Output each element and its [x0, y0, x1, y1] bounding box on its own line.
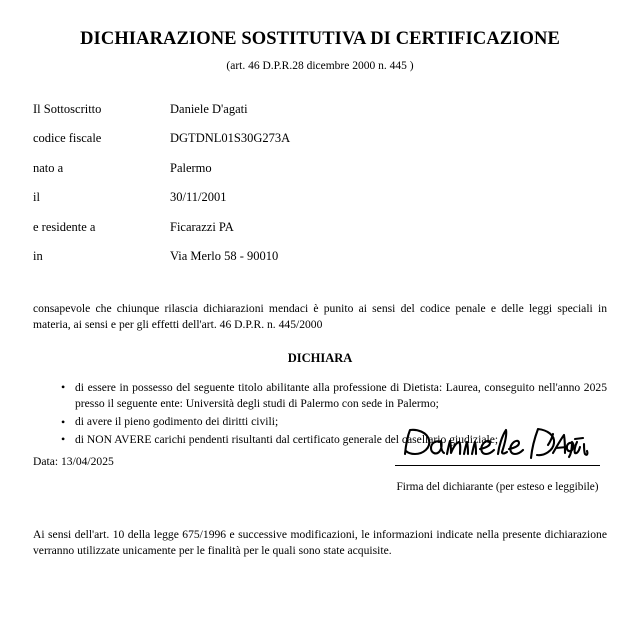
field-row-residente: [33, 220, 607, 250]
field-label-indirizzo: in: [33, 249, 43, 264]
field-value-indirizzo: Via Merlo 58 - 90010: [170, 249, 279, 264]
field-row-nato-a: [33, 161, 607, 191]
field-label-sottoscritto: Il Sottoscritto: [33, 101, 102, 116]
list-item: • di avere il pieno godimento dei diritti civili;: [61, 414, 607, 431]
field-value-data-nascita: 30/11/2001: [170, 190, 227, 205]
signature-rule: [395, 465, 600, 466]
field-row-sottoscritto: [33, 102, 607, 132]
signature-block: [395, 424, 600, 493]
handwritten-signature-icon: [401, 424, 591, 464]
field-value-sottoscritto: Daniele D'agati: [170, 101, 248, 116]
field-label-codice-fiscale: codice fiscale: [33, 131, 102, 146]
declaration-heading: DICHIARA: [287, 350, 353, 365]
signature-caption: Firma del dichiarante (per esteso e leggibile): [396, 481, 599, 493]
field-value-residente: Ficarazzi PA: [170, 219, 234, 234]
field-value-codice-fiscale: DGTDNL01S30G273A: [170, 131, 291, 146]
field-label-residente: e residente a: [33, 219, 96, 234]
declarant-fields: [33, 102, 607, 279]
page-title: DICHIARAZIONE SOSTITUTIVA DI CERTIFICAZIONE: [80, 29, 560, 49]
list-item: • di NON AVERE carichi pendenti risultanti dal certificato generale del casellario giudiziale;: [61, 432, 607, 449]
date-line: Data: 13/04/2025: [33, 455, 114, 468]
list-item: • di essere in possesso del seguente titolo abilitante alla professione di Dietista: Laurea, conseguito nell'anno 2025 presso il seguente ente: Università degli studi di Palermo con sede in Palermo;: [61, 380, 607, 413]
field-row-data-nascita: [33, 190, 607, 220]
field-label-data-nascita: il: [33, 190, 40, 205]
field-row-codice-fiscale: [33, 131, 607, 161]
field-row-indirizzo: [33, 249, 607, 279]
awareness-paragraph: consapevole che chiunque rilascia dichiarazioni mendaci è punito ai sensi del codice penale e delle leggi speciali in materia, ai sensi e per gli effetti dell'art. 46 D.P.R. n. 445/2000: [33, 301, 607, 332]
privacy-note: Ai sensi dell'art. 10 della legge 675/1996 e successive modificazioni, le informazioni indicate nella presente dichiarazione verranno utilizzate unicamente per le finalità per le quali sono state acquisite.: [33, 527, 607, 558]
field-value-nato-a: Palermo: [170, 160, 212, 175]
page-subtitle: (art. 46 D.P.R.28 dicembre 2000 n. 445 ): [226, 60, 414, 73]
field-label-nato-a: nato a: [33, 160, 64, 175]
